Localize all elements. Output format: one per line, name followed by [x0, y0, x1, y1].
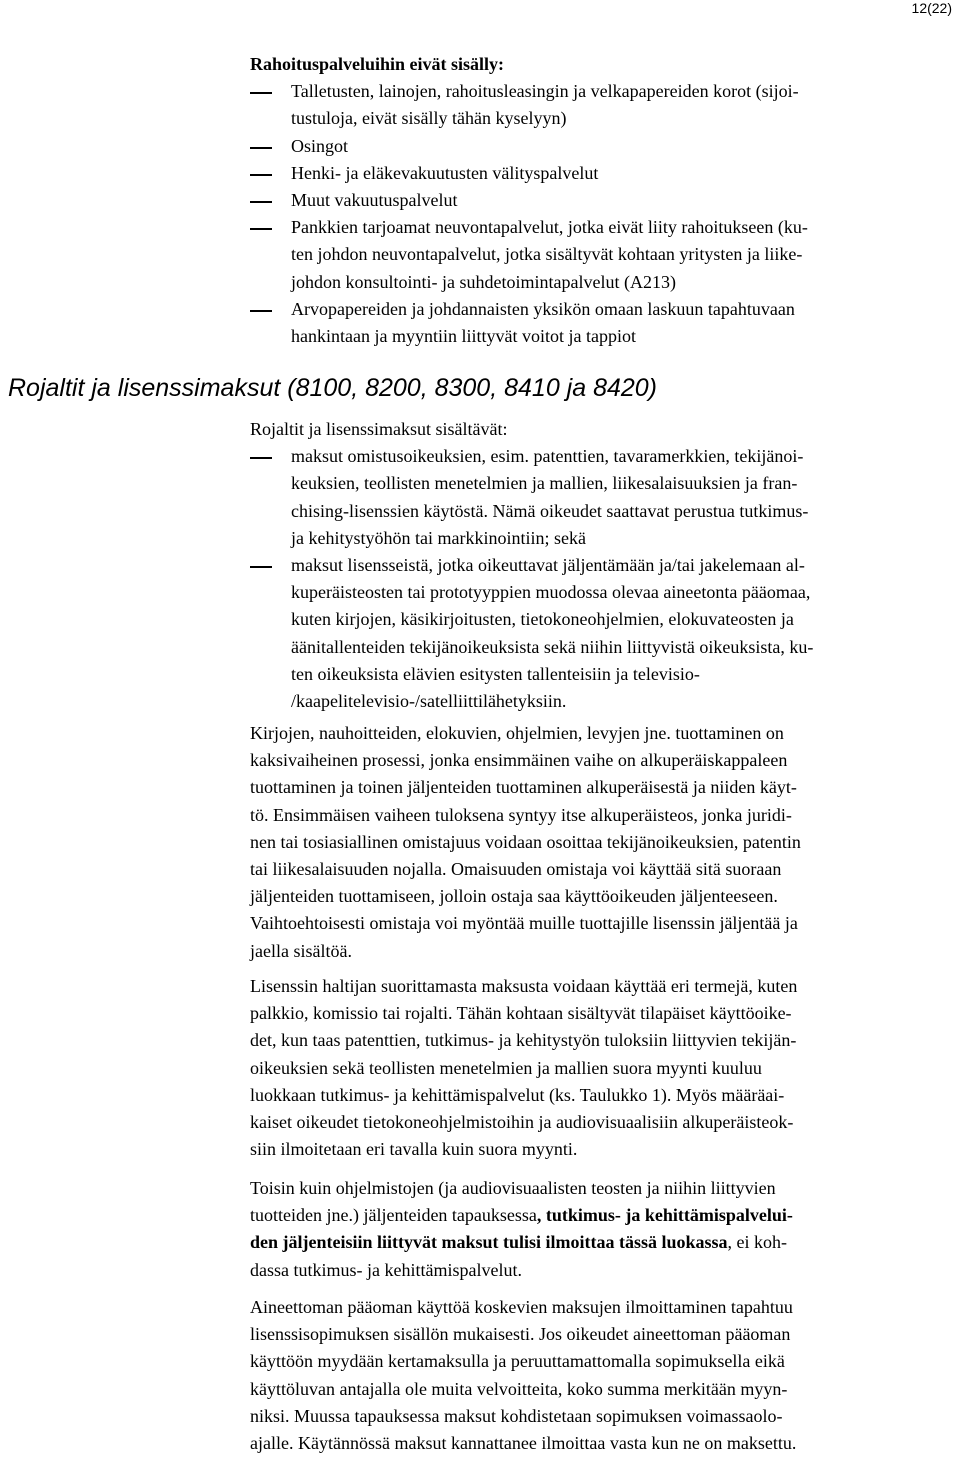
list-item-line: johdon konsultointi- ja suhdetoimintapalvelut (A213)	[291, 271, 676, 292]
list-bullet-dash	[250, 566, 272, 568]
paragraph-line: lisenssisopimuksen sisällön mukaisesti. Jos oikeudet aineettoman pääoman	[250, 1324, 791, 1345]
section-heading: Rojaltit ja lisenssimaksut (8100, 8200, 8300, 8410 ja 8420)	[8, 374, 658, 402]
list-bullet-dash	[250, 201, 272, 203]
paragraph-line: Vaihtoehtoisesti omistaja voi myöntää muille tuottajille lisenssin jäljentää ja	[250, 913, 798, 934]
list-item-line: chising-lisenssien käytöstä. Nämä oikeudet saattavat perustua tutkimus-	[291, 500, 809, 521]
page-number: 12(22)	[911, 0, 952, 16]
list-item-line: /kaapelitelevisio-/satelliittilähetyksiin.	[291, 691, 567, 711]
list-item-line: maksut lisensseistä, jotka oikeuttavat jäljentämään ja/tai jakelemaan al-	[291, 555, 805, 575]
list-item-line: ja kehitystyöhön tai markkinointiin; sekä	[291, 527, 586, 548]
paragraph-line: jaella sisältöä.	[250, 940, 352, 961]
list-item-line: keuksien, teollisten menetelmien ja mallien, liikesalaisuuksien ja fran-	[291, 473, 798, 494]
list-item-line: Osingot	[291, 135, 349, 156]
list-bullet-dash	[250, 457, 272, 459]
list-item-line: Pankkien tarjoamat neuvontapalvelut, jotka eivät liity rahoitukseen (ku-	[291, 217, 808, 238]
list-item-line: tustuloja, eivät sisälly tähän kyselyyn)	[291, 108, 567, 129]
paragraph-line: det, kun taas patenttien, tutkimus- ja kehitystyön tuloksiin liittyvien tekijän-	[250, 1030, 797, 1051]
list-item-line: hankintaan ja myyntiin liittyvät voitot ja tappiot	[291, 326, 636, 346]
paragraph-line: kaiset oikeudet tietokoneohjelmistoihin ja audiovisuaalisiin alkuperäisteok-	[250, 1112, 794, 1132]
text-run: tuotteiden jne.) jäljenteiden tapauksessa	[250, 1205, 537, 1226]
paragraph-line: niksi. Muussa tapauksessa maksut kohdistetaan sopimuksen voimassaolo-	[250, 1405, 783, 1426]
list-item-line: ten johdon neuvontapalvelut, jotka sisältyvät kohtaan yritysten ja liike-	[291, 244, 803, 265]
list-item-line: äänitallenteiden tekijänoikeuksista sekä niihin liittyvistä oikeuksista, ku-	[291, 636, 814, 657]
paragraph-line: jäljenteiden tuottamiseen, jolloin ostaja saa käyttöoikeuden jäljenteeseen.	[250, 886, 778, 907]
paragraph-line: ajalle. Käytännössä maksut kannattanee ilmoittaa vasta kun ne on maksettu.	[250, 1433, 797, 1453]
royalties-intro: Rojaltit ja lisenssimaksut sisältävät:	[250, 419, 508, 439]
paragraph-line: tö. Ensimmäisen vaiheen tuloksena syntyy itse alkuperäisteos, jonka juridi-	[250, 804, 792, 825]
paragraph-line	[250, 1202, 793, 1229]
paragraph-line: palkkio, komissio tai rojalti. Tähän kohtaan sisältyvät tilapäiset käyttöoike-	[250, 1003, 792, 1024]
paragraph-line: nen tai tosiasiallinen omistajuus voidaan osoittaa tekijänoikeuksien, patentin	[250, 831, 801, 852]
list-item-line: Talletusten, lainojen, rahoitusleasingin ja velkapapereiden korot (sijoi-	[291, 81, 799, 102]
list-item-line: Muut vakuutuspalvelut	[291, 190, 458, 210]
paragraph-line: siin ilmoitetaan eri tavalla kuin suora myynti.	[250, 1139, 578, 1160]
paragraph-line: käyttöluvan antajalla ole muita velvoitteita, koko summa merkitään myyn-	[250, 1378, 788, 1399]
paragraph-line: tai liikesalaisuuden nojalla. Omaisuuden omistaja voi käyttää sitä suoraan	[250, 859, 782, 879]
paragraph-line: luokkaan tutkimus- ja kehittämispalvelut (ks. Taulukko 1). Myös määräai-	[250, 1084, 785, 1105]
paragraph-line: oikeuksien sekä teollisten menetelmien ja mallien suora myynti kuuluu	[250, 1057, 762, 1078]
paragraph-line: dassa tutkimus- ja kehittämispalvelut.	[250, 1259, 522, 1280]
list-bullet-dash	[250, 147, 272, 149]
list-item-line: kuten kirjojen, käsikirjoitusten, tietokoneohjelmien, elokuvateosten ja	[291, 609, 794, 630]
excluded-services-heading: Rahoituspalveluihin eivät sisälly:	[250, 54, 505, 74]
list-item-line: maksut omistusoikeuksien, esim. patenttien, tavaramerkkien, tekijänoi-	[291, 446, 804, 467]
paragraph-line	[250, 1229, 787, 1256]
paragraph-line: käyttöön myydään kertamaksulla ja peruuttamattomalla sopimuksella eikä	[250, 1351, 785, 1372]
paragraph-line: Kirjojen, nauhoitteiden, elokuvien, ohjelmien, levyjen jne. tuottaminen on	[250, 723, 784, 743]
paragraph-line: kaksivaiheinen prosessi, jonka ensimmäinen vaihe on alkuperäiskappaleen	[250, 750, 788, 771]
list-bullet-dash	[250, 228, 272, 230]
paragraph-line: Toisin kuin ohjelmistojen (ja audiovisuaalisten teosten ja niihin liittyvien	[250, 1178, 776, 1198]
list-item-line: Henki- ja eläkevakuutusten välityspalvelut	[291, 162, 599, 183]
paragraph-line: Lisenssin haltijan suorittamasta maksusta voidaan käyttää eri termejä, kuten	[250, 976, 798, 996]
paragraph-line: Aineettoman pääoman käyttöä koskevien maksujen ilmoittaminen tapahtuu	[250, 1297, 793, 1317]
text-run: , ei koh-	[727, 1232, 788, 1253]
list-bullet-dash	[250, 310, 272, 312]
list-bullet-dash	[250, 174, 272, 176]
bold-text-run: den jäljenteisiin liittyvät maksut tulisi ilmoittaa tässä luokassa	[250, 1232, 728, 1253]
paragraph-line: tuottaminen ja toinen jäljenteiden tuottaminen alkuperäisestä ja niiden käyt-	[250, 777, 797, 798]
bold-text-run: , tutkimus- ja kehittämispalvelui-	[536, 1205, 793, 1226]
list-item-line: kuperäisteosten tai prototyyppien muodossa olevaa aineetonta pääomaa,	[291, 582, 811, 603]
list-bullet-dash	[250, 92, 272, 94]
list-item-line: Arvopapereiden ja johdannaisten yksikön omaan laskuun tapahtuvaan	[291, 298, 795, 319]
list-item-line: ten oikeuksista elävien esitysten tallenteisiin ja televisio-	[291, 663, 700, 684]
